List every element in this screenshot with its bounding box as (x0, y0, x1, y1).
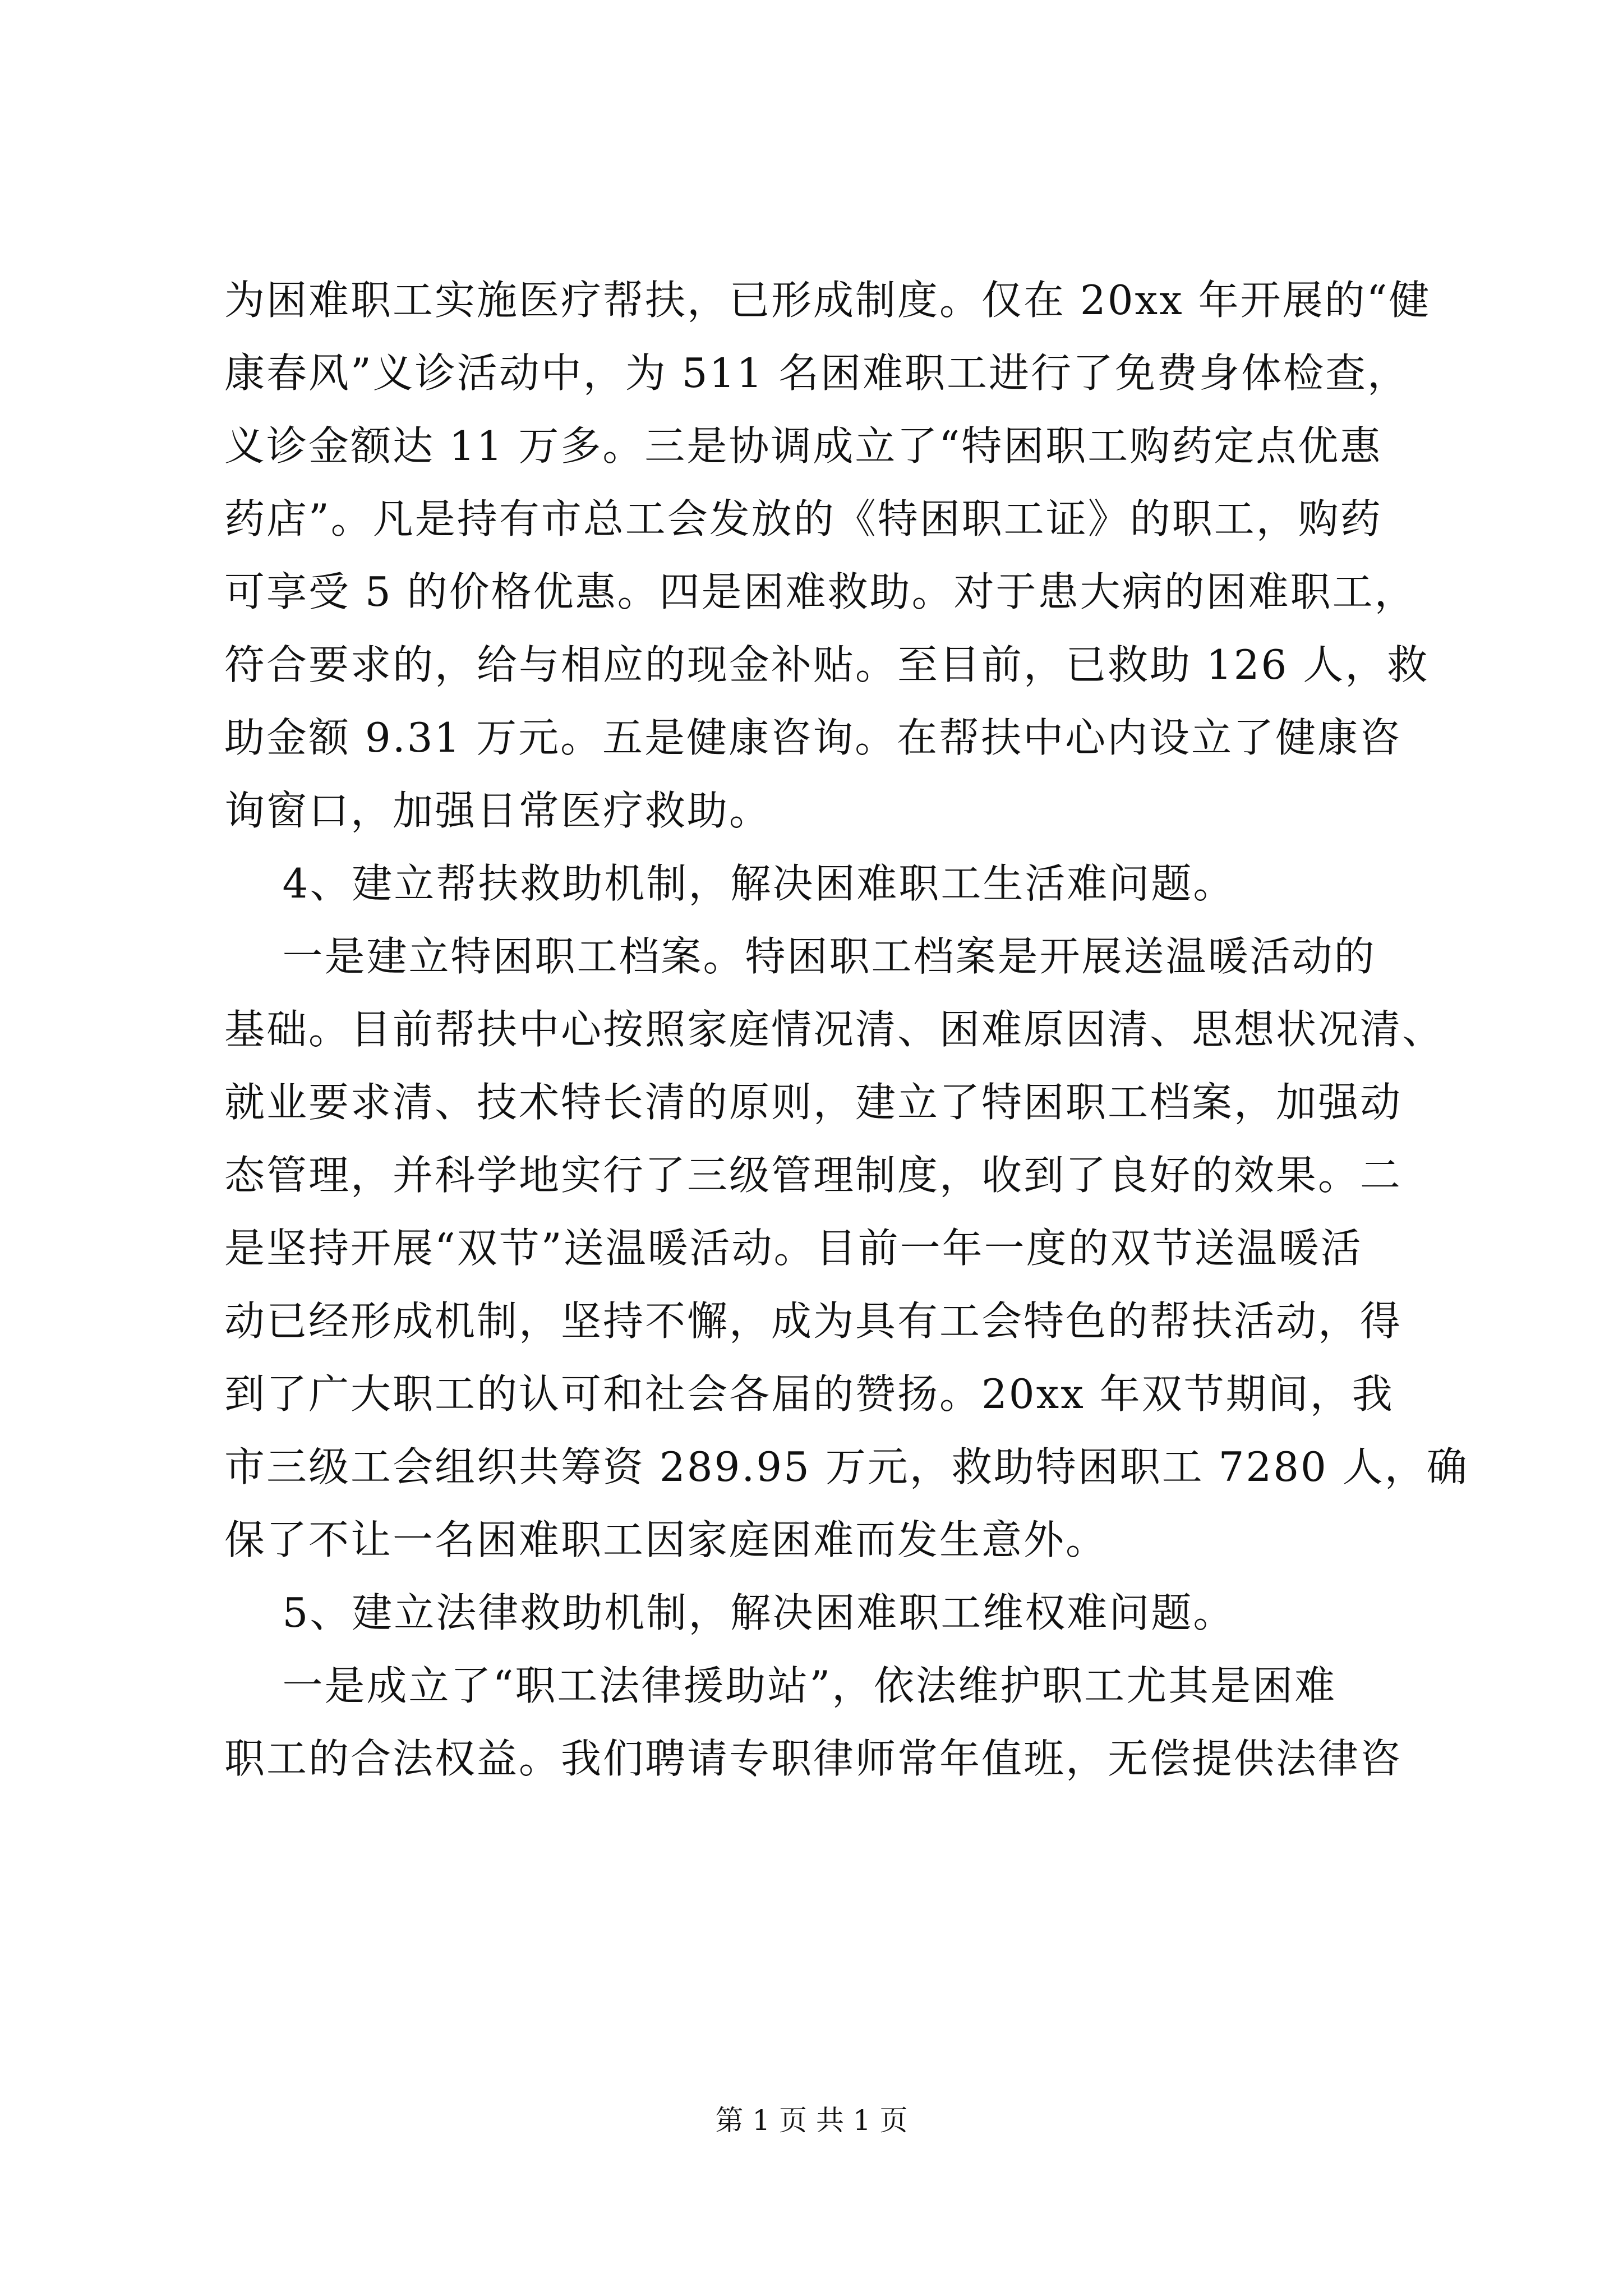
text-line: 动已经形成机制，坚持不懈，成为具有工会特色的帮扶活动，得 (224, 1297, 1403, 1345)
text-line: 态管理，并科学地实行了三级管理制度，收到了良好的效果。二 (224, 1152, 1403, 1199)
text-line: 就业要求清、技术特长清的原则，建立了特困职工档案，加强动 (224, 1079, 1403, 1126)
text-line: 是坚持开展“双节”送温暖活动。目前一年一度的双节送温暖活 (224, 1225, 1363, 1272)
page-number: 第 1 页 共 1 页 (715, 2104, 908, 2137)
text-line: 职工的合法权益。我们聘请专职律师常年值班，无偿提供法律咨 (224, 1735, 1403, 1782)
section-heading-4: 4、建立帮扶救助机制，解决困难职工生活难问题。 (224, 860, 1235, 907)
text-line: 符合要求的，给与相应的现金补贴。至目前，已救助 126 人，救 (224, 641, 1430, 688)
document-body (224, 264, 1469, 1795)
text-line: 保了不让一名困难职工因家庭困难而发生意外。 (224, 1516, 1108, 1563)
text-line: 到了广大职工的认可和社会各届的赞扬。20xx 年双节期间，我 (224, 1370, 1394, 1418)
text-line: 一是成立了“职工法律援助站”，依法维护职工尤其是困难 (224, 1662, 1337, 1709)
text-line: 一是建立特困职工档案。特困职工档案是开展送温暖活动的 (224, 933, 1376, 980)
text-line: 康春风”义诊活动中，为 511 名困难职工进行了免费身体检查， (224, 349, 1410, 397)
text-line: 询窗口，加强日常医疗救助。 (224, 787, 772, 834)
text-line: 市三级工会组织共筹资 289.95 万元，救助特困职工 7280 人，确 (224, 1443, 1469, 1490)
text-line: 义诊金额达 11 万多。三是协调成立了“特困职工购药定点优惠 (224, 422, 1382, 470)
text-line: 为困难职工实施医疗帮扶，已形成制度。仅在 20xx 年开展的“健 (224, 277, 1431, 324)
section-heading-5: 5、建立法律救助机制，解决困难职工维权难问题。 (224, 1589, 1235, 1636)
text-line: 助金额 9.31 万元。五是健康咨询。在帮扶中心内设立了健康咨 (224, 714, 1402, 761)
text-line: 基础。目前帮扶中心按照家庭情况清、困难原因清、思想状况清、 (224, 1006, 1445, 1053)
text-line: 药店”。凡是持有市总工会发放的《特困职工证》的职工，购药 (224, 495, 1382, 542)
text-line: 可享受 5 的价格优惠。四是困难救助。对于患大病的困难职工， (224, 568, 1417, 615)
page-footer (0, 2101, 1623, 2140)
